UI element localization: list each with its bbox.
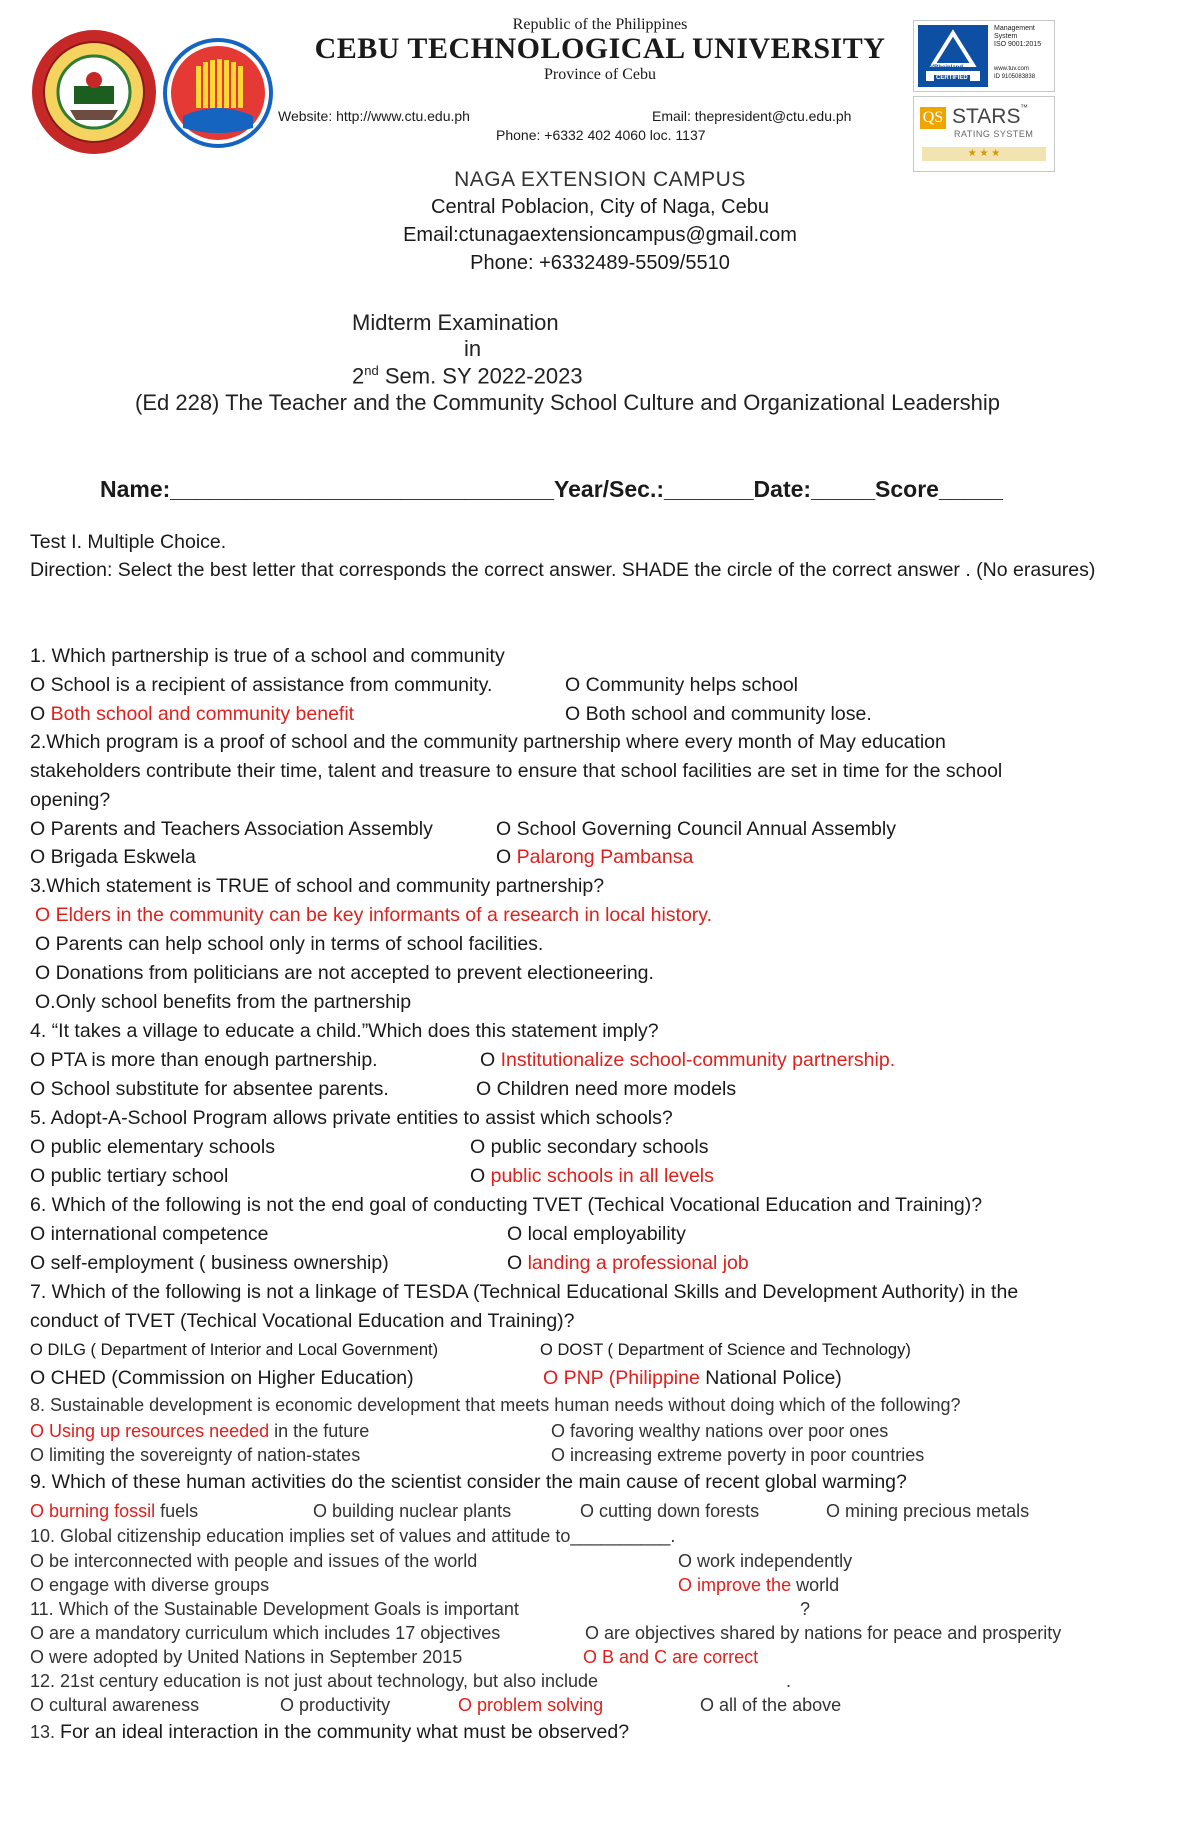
option-text-correct: PNP (Philippine — [563, 1367, 700, 1389]
website-link[interactable]: Website: http://www.ctu.edu.ph — [278, 108, 470, 124]
q7-option-d[interactable] — [543, 1367, 842, 1390]
q2-question-line3: opening? — [30, 789, 111, 811]
bullet-circle-icon: O — [507, 1252, 523, 1274]
q7-option-b[interactable] — [540, 1341, 911, 1360]
campus-email: Email:ctunagaextensioncampus@gmail.com — [403, 224, 797, 246]
q5-option-a[interactable] — [30, 1136, 275, 1159]
q10-question: 10. Global citizenship education implies set of values and attitude to__________. — [30, 1526, 676, 1546]
option-text: Community helps school — [585, 674, 799, 696]
q10-option-b[interactable] — [678, 1551, 852, 1572]
exam-in: in — [464, 336, 482, 361]
bullet-circle-icon: O — [30, 818, 46, 840]
tuv-url: www.tuv.com — [994, 66, 1029, 72]
option-text: productivity — [299, 1695, 391, 1715]
q5-option-c[interactable] — [30, 1165, 228, 1188]
bullet-circle-icon: O — [30, 1501, 45, 1521]
q9-option-d[interactable] — [826, 1501, 1029, 1522]
option-text: were adopted by United Nations in September 2015 — [49, 1647, 463, 1667]
option-text: cultural awareness — [49, 1695, 200, 1715]
bullet-circle-icon: O — [565, 703, 581, 725]
q12-question-dot: . — [786, 1671, 792, 1691]
province-text: Province of Cebu — [544, 66, 656, 83]
option-text: be interconnected with people and issues of the world — [49, 1551, 478, 1571]
q11-option-c[interactable] — [30, 1647, 462, 1668]
option-text-correct: burning fossil — [49, 1501, 156, 1521]
option-text: School is a recipient of assistance from community. — [50, 674, 493, 696]
option-text: in the future — [269, 1421, 370, 1441]
bullet-circle-icon: O — [700, 1695, 715, 1715]
q8-option-d[interactable] — [551, 1445, 924, 1466]
option-text: are a mandatory curriculum which includes 17 objectives — [49, 1623, 501, 1643]
option-text: cutting down forests — [599, 1501, 760, 1521]
bullet-circle-icon: O — [507, 1223, 523, 1245]
certified-label: CERTIFIED — [936, 75, 968, 81]
q9-question: 9. Which of these human activities do the scientist consider the main cause of recent global warming? — [30, 1471, 907, 1493]
q10-option-d[interactable] — [678, 1575, 839, 1596]
q1-option-d[interactable] — [565, 703, 872, 726]
option-text: public tertiary school — [50, 1165, 229, 1187]
q13-question — [30, 1721, 629, 1744]
university-phone: Phone: +6332 402 4060 loc. 1137 — [496, 127, 706, 143]
q12-option-b[interactable] — [280, 1695, 390, 1716]
option-text: increasing extreme poverty in poor countries — [570, 1445, 925, 1465]
q2-option-c[interactable] — [30, 846, 196, 869]
bullet-circle-icon: O — [470, 1136, 486, 1158]
q11-option-b[interactable] — [585, 1623, 1061, 1644]
option-text: National Police) — [699, 1367, 842, 1389]
q1-option-b[interactable] — [565, 674, 798, 697]
q5-option-b[interactable] — [470, 1136, 708, 1159]
q8-question: 8. Sustainable development is economic development that meets human needs without doing which of the following? — [30, 1395, 961, 1415]
option-text: Donations from politicians are not accepted to prevent electioneering. — [55, 962, 654, 984]
option-text: world — [791, 1575, 840, 1595]
option-text: work independently — [697, 1551, 853, 1571]
option-text: Children need more models — [496, 1078, 737, 1100]
stars-tm: ™ — [1020, 103, 1028, 112]
q1-question: 1. Which partnership is true of a school and community — [30, 645, 505, 667]
q10-option-a[interactable] — [30, 1551, 477, 1572]
option-text: .Only school benefits from the partnership — [50, 991, 412, 1013]
exam-title: Midterm Examination — [352, 310, 559, 335]
option-text: self-employment ( business ownership) — [50, 1252, 389, 1274]
q2-option-b[interactable] — [496, 818, 896, 841]
option-text: fuels — [155, 1501, 199, 1521]
q8-option-c[interactable] — [30, 1445, 360, 1466]
bullet-circle-icon: O — [30, 1078, 46, 1100]
bullet-circle-icon: O — [30, 1252, 46, 1274]
q13-number: 13. — [30, 1722, 61, 1742]
bullet-circle-icon: O — [583, 1647, 598, 1667]
bullet-circle-icon: O — [35, 904, 51, 926]
q7-question-line1: 7. Which of the following is not a linkage of TESDA (Technical Educational Skills and Development Authority) in the — [30, 1281, 1019, 1303]
bullet-circle-icon: O — [30, 1341, 43, 1359]
bullet-circle-icon: O — [30, 1695, 45, 1715]
option-text: Both school and community lose. — [585, 703, 872, 725]
option-text-correct: public schools in all levels — [490, 1165, 714, 1187]
bullet-circle-icon: O — [30, 674, 46, 696]
semester-suffix: nd — [364, 363, 379, 378]
q2-option-a[interactable] — [30, 818, 433, 841]
q8-option-a[interactable] — [30, 1421, 369, 1442]
option-text: CHED (Commission on Higher Education) — [50, 1367, 414, 1389]
option-text: limiting the sovereignty of nation-states — [49, 1445, 361, 1465]
bullet-circle-icon: O — [30, 1223, 46, 1245]
q13-text: For an ideal interaction in the community what must be observed? — [60, 1721, 630, 1743]
q3-question: 3.Which statement is TRUE of school and community partnership? — [30, 875, 605, 897]
student-info-fields[interactable]: Name:______________________________Year/Sec.:_______Date:_____Score_____ — [100, 476, 1003, 502]
test-title: Test I. Multiple Choice. — [30, 531, 227, 553]
q2-option-d[interactable] — [496, 846, 693, 869]
option-text: mining precious metals — [845, 1501, 1030, 1521]
option-text-correct: Palarong Pambansa — [516, 846, 694, 868]
tuv-brand: TÜVRheinland — [922, 65, 964, 71]
option-text-correct: B and C are correct — [602, 1647, 759, 1667]
q4-option-a[interactable] — [30, 1049, 378, 1072]
bullet-circle-icon: O — [551, 1421, 566, 1441]
q12-option-c[interactable] — [458, 1695, 603, 1716]
bullet-circle-icon: O — [543, 1367, 559, 1389]
q7-option-a[interactable] — [30, 1341, 438, 1360]
option-text: international competence — [50, 1223, 269, 1245]
bullet-circle-icon: O — [540, 1341, 553, 1359]
option-text-correct: Using up resources needed — [49, 1421, 270, 1441]
republic-text: Republic of the Philippines — [512, 16, 688, 33]
q5-question: 5. Adopt-A-School Program allows private entities to assist which schools? — [30, 1107, 673, 1129]
option-text: all of the above — [719, 1695, 842, 1715]
bullet-circle-icon: O — [30, 1623, 45, 1643]
option-text: are objectives shared by nations for peace and prosperity — [604, 1623, 1062, 1643]
q6-option-a[interactable] — [30, 1223, 268, 1246]
president-email: Email: thepresident@ctu.edu.ph — [652, 108, 852, 124]
bullet-circle-icon: O — [458, 1695, 473, 1715]
course-title: (Ed 228) The Teacher and the Community School Culture and Organizational Leadership — [135, 390, 1001, 415]
bullet-circle-icon: O — [30, 1421, 45, 1441]
q4-option-b[interactable] — [480, 1049, 895, 1072]
option-text-correct: improve the — [697, 1575, 792, 1595]
bullet-circle-icon: O — [476, 1078, 492, 1100]
bullet-circle-icon: O — [35, 991, 51, 1013]
q10-option-c[interactable] — [30, 1575, 269, 1596]
option-text: engage with diverse groups — [49, 1575, 270, 1595]
bullet-circle-icon: O — [30, 1647, 45, 1667]
bullet-circle-icon: O — [496, 818, 512, 840]
q1-option-c[interactable] — [30, 703, 354, 726]
bullet-circle-icon: O — [480, 1049, 496, 1071]
qs-stars-badge — [913, 96, 1055, 172]
bullet-circle-icon: O — [35, 933, 51, 955]
q11-option-d[interactable] — [583, 1647, 758, 1668]
iso-badge-l1: Management — [994, 25, 1035, 32]
option-text-correct: landing a professional job — [527, 1252, 749, 1274]
option-text: Parents can help school only in terms of school facilities. — [55, 933, 544, 955]
option-text: local employability — [527, 1223, 686, 1245]
option-text: favoring wealthy nations over poor ones — [570, 1421, 889, 1441]
tuv-id: ID 9105083838 — [994, 74, 1036, 80]
option-text: public secondary schools — [490, 1136, 709, 1158]
q6-option-d[interactable] — [507, 1252, 749, 1275]
q6-question: 6. Which of the following is not the end goal of conducting TVET (Techical Vocational Education and Training)? — [30, 1194, 983, 1216]
q1-option-a[interactable] — [30, 674, 492, 697]
option-text: Brigada Eskwela — [50, 846, 196, 868]
option-text: building nuclear plants — [332, 1501, 512, 1521]
test-direction: Direction: Select the best letter that corresponds the correct answer. SHADE the circle of the correct answer . (No erasures) — [30, 559, 1096, 581]
bullet-circle-icon: O — [470, 1165, 486, 1187]
bullet-circle-icon: O — [280, 1695, 295, 1715]
bullet-circle-icon: O — [30, 1445, 45, 1465]
option-text: DILG ( Department of Interior and Local Government) — [47, 1341, 439, 1359]
q8-option-b[interactable] — [551, 1421, 888, 1442]
bullet-circle-icon: O — [551, 1445, 566, 1465]
q3-option-b[interactable] — [35, 933, 543, 956]
option-text: School Governing Council Annual Assembly — [516, 818, 896, 840]
q7-question-line2: conduct of TVET (Techical Vocational Education and Training)? — [30, 1310, 575, 1332]
campus-address: Central Poblacion, City of Naga, Cebu — [431, 196, 769, 218]
q12-option-d[interactable] — [700, 1695, 841, 1716]
q2-question-line2: stakeholders contribute their time, talent and treasure to ensure that school facilities are set in time for the school — [30, 760, 1003, 782]
bullet-circle-icon: O — [30, 1551, 45, 1571]
campus-name: NAGA EXTENSION CAMPUS — [454, 168, 746, 191]
stars-label: STARS — [952, 105, 1021, 128]
q12-option-a[interactable] — [30, 1695, 199, 1716]
q9-option-c[interactable] — [580, 1501, 759, 1522]
q11-question: 11. Which of the Sustainable Development Goals is important — [30, 1599, 519, 1619]
iso-badge-l3: ISO 9001:2015 — [994, 41, 1042, 48]
bullet-circle-icon: O — [35, 962, 51, 984]
q9-option-b[interactable] — [313, 1501, 511, 1522]
campus-phone: Phone: +6332489-5509/5510 — [470, 252, 730, 274]
option-text: public elementary schools — [50, 1136, 275, 1158]
bullet-circle-icon: O — [30, 1136, 46, 1158]
q5-option-d[interactable] — [470, 1165, 714, 1188]
bullet-circle-icon: O — [585, 1623, 600, 1643]
semester-text — [352, 363, 583, 389]
option-text: PTA is more than enough partnership. — [50, 1049, 378, 1071]
q6-option-b[interactable] — [507, 1223, 686, 1246]
rating-system-label: RATING SYSTEM — [954, 129, 1034, 139]
bullet-circle-icon: O — [678, 1575, 693, 1595]
bullet-circle-icon: O — [30, 1575, 45, 1595]
star-rating-icon: ★ ★ ★ — [922, 147, 1046, 161]
q4-question: 4. “It takes a village to educate a child.”Which does this statement imply? — [30, 1020, 659, 1042]
bullet-circle-icon: O — [313, 1501, 328, 1521]
q2-question-line1: 2.Which program is a proof of school and the community partnership where every month of May education — [30, 731, 946, 753]
bullet-circle-icon: O — [30, 1049, 46, 1071]
semester-number: 2 — [352, 363, 365, 389]
q3-option-c[interactable] — [35, 962, 654, 985]
bullet-circle-icon: O — [826, 1501, 841, 1521]
iso-certification-badge — [913, 20, 1055, 92]
bullet-circle-icon: O — [496, 846, 512, 868]
q3-option-a[interactable] — [35, 904, 712, 927]
q4-option-d[interactable] — [476, 1078, 736, 1101]
q12-question: 12. 21st century education is not just about technology, but also include — [30, 1671, 599, 1691]
semester-rest: Sem. SY 2022-2023 — [378, 363, 583, 389]
option-text-correct: Institutionalize school-community partnership. — [500, 1049, 896, 1071]
q11-option-a[interactable] — [30, 1623, 500, 1644]
bullet-circle-icon: O — [30, 703, 46, 725]
option-text: Parents and Teachers Association Assembly — [50, 818, 433, 840]
q4-option-c[interactable] — [30, 1078, 389, 1101]
qs-mark: QS — [920, 107, 946, 129]
option-text-correct: Elders in the community can be key informants of a research in local history. — [55, 904, 713, 926]
q3-option-d[interactable] — [35, 991, 411, 1014]
bullet-circle-icon: O — [678, 1551, 693, 1571]
option-text: School substitute for absentee parents. — [50, 1078, 389, 1100]
university-name: CEBU TECHNOLOGICAL UNIVERSITY — [314, 32, 886, 65]
q9-option-a[interactable] — [30, 1501, 198, 1522]
q6-option-c[interactable] — [30, 1252, 389, 1275]
option-text-correct: Both school and community benefit — [50, 703, 355, 725]
bullet-circle-icon: O — [565, 674, 581, 696]
option-text: DOST ( Department of Science and Technology) — [557, 1341, 911, 1359]
bullet-circle-icon: O — [580, 1501, 595, 1521]
bullet-circle-icon: O — [30, 846, 46, 868]
iso-badge-l2: System — [994, 33, 1018, 40]
q7-option-c[interactable] — [30, 1367, 414, 1390]
bullet-circle-icon: O — [30, 1367, 46, 1389]
q11-question-mark: ? — [800, 1599, 811, 1619]
bullet-circle-icon: O — [30, 1165, 46, 1187]
option-text-correct: problem solving — [477, 1695, 604, 1715]
